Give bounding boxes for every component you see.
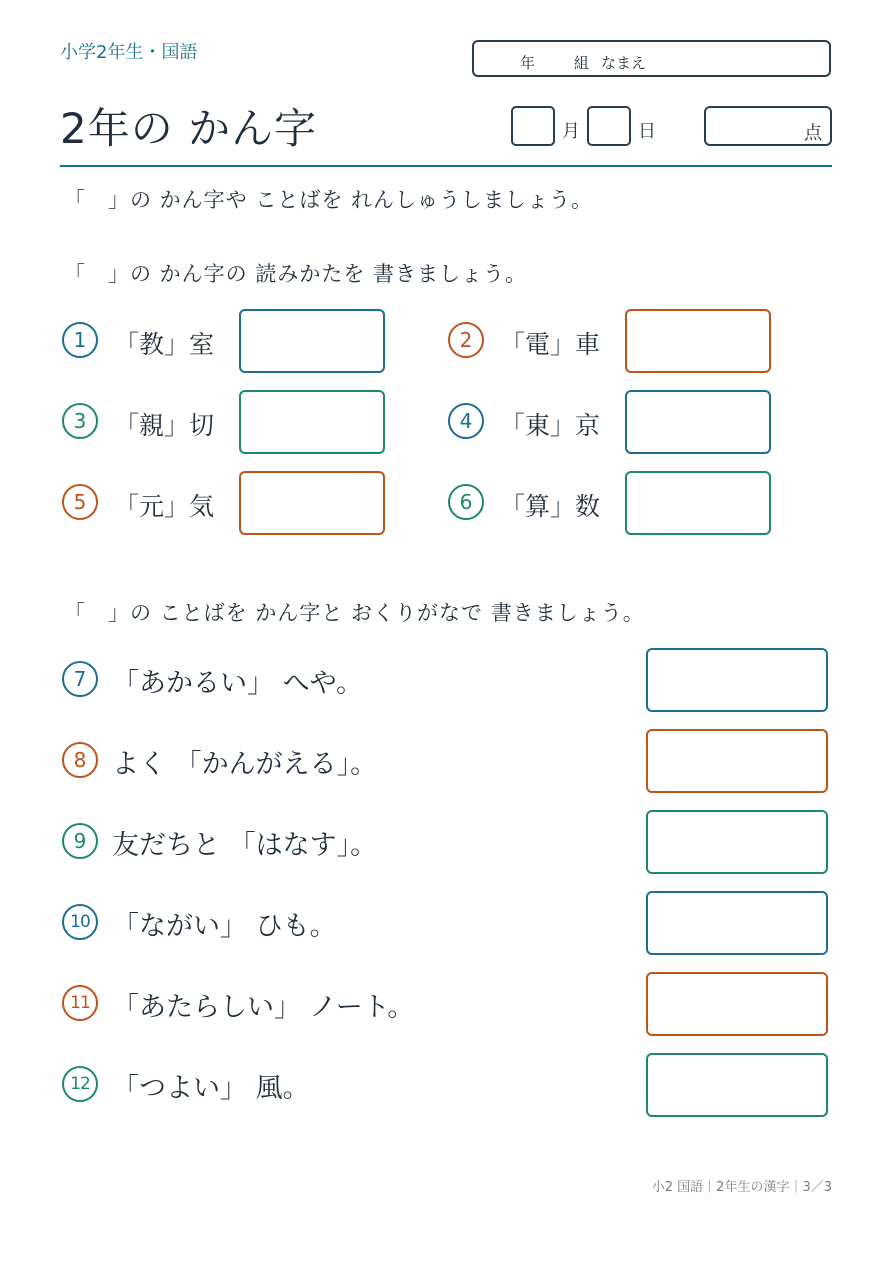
question-number: 1: [62, 322, 98, 358]
question-number: 7: [62, 661, 98, 697]
answer-box[interactable]: [239, 471, 385, 535]
answer-box[interactable]: [646, 891, 828, 955]
section1-instruction: 「 」の かん字の 読みかたを 書きましょう。: [64, 262, 528, 286]
kanji-word: 「電」車: [500, 330, 601, 359]
kanji-word: 「元」気: [114, 492, 215, 521]
question-number: 6: [448, 484, 484, 520]
subject-label: 小学2年生・国語: [60, 42, 198, 63]
question-number: 8: [62, 742, 98, 778]
question-number: 5: [62, 484, 98, 520]
question-number: 4: [448, 403, 484, 439]
intro-text: 「 」の かん字や ことばを れんしゅうしましょう。: [64, 188, 594, 212]
answer-box[interactable]: [239, 309, 385, 373]
answer-box[interactable]: [625, 390, 771, 454]
answer-box[interactable]: [625, 309, 771, 373]
day-label: 日: [638, 121, 656, 142]
answer-box[interactable]: [646, 1053, 828, 1117]
question-number: 2: [448, 322, 484, 358]
question-number: 10: [62, 904, 98, 940]
kanji-word: 「教」室: [114, 330, 215, 359]
page-title: 2年の かん字: [60, 104, 318, 153]
score-field[interactable]: [704, 106, 832, 146]
answer-box[interactable]: [646, 972, 828, 1036]
kanji-word: 「算」数: [500, 492, 601, 521]
answer-box[interactable]: [625, 471, 771, 535]
kanji-word: 「親」切: [114, 411, 215, 440]
sentence-text: 「ながい」 ひも。: [112, 911, 337, 942]
day-field[interactable]: [587, 106, 631, 146]
sentence-text: 「あかるい」 へや。: [112, 668, 364, 699]
sentence-text: 「あたらしい」 ノート。: [112, 992, 415, 1023]
answer-box[interactable]: [646, 648, 828, 712]
name-box[interactable]: [472, 40, 831, 77]
header-divider: [60, 165, 832, 167]
page-footer: 小2 国語｜2年生の漢字｜3／3: [651, 1180, 832, 1195]
question-number: 11: [62, 985, 98, 1021]
sentence-text: 友だちと 「はなす」。: [112, 830, 378, 861]
question-number: 9: [62, 823, 98, 859]
score-label: 点: [804, 123, 822, 144]
question-number: 12: [62, 1066, 98, 1102]
answer-box[interactable]: [646, 729, 828, 793]
answer-box[interactable]: [646, 810, 828, 874]
month-label: 月: [562, 121, 580, 142]
question-number: 3: [62, 403, 98, 439]
month-field[interactable]: [511, 106, 555, 146]
sentence-text: よく 「かんがえる」。: [112, 749, 378, 780]
grade-label: 年: [520, 54, 536, 72]
sentence-text: 「つよい」 風。: [112, 1073, 310, 1104]
answer-box[interactable]: [239, 390, 385, 454]
name-label: なまえ: [601, 54, 647, 72]
section2-instruction: 「 」の ことばを かん字と おくりがなで 書きましょう。: [64, 601, 645, 625]
class-label: 組: [574, 54, 590, 72]
kanji-word: 「東」京: [500, 411, 601, 440]
